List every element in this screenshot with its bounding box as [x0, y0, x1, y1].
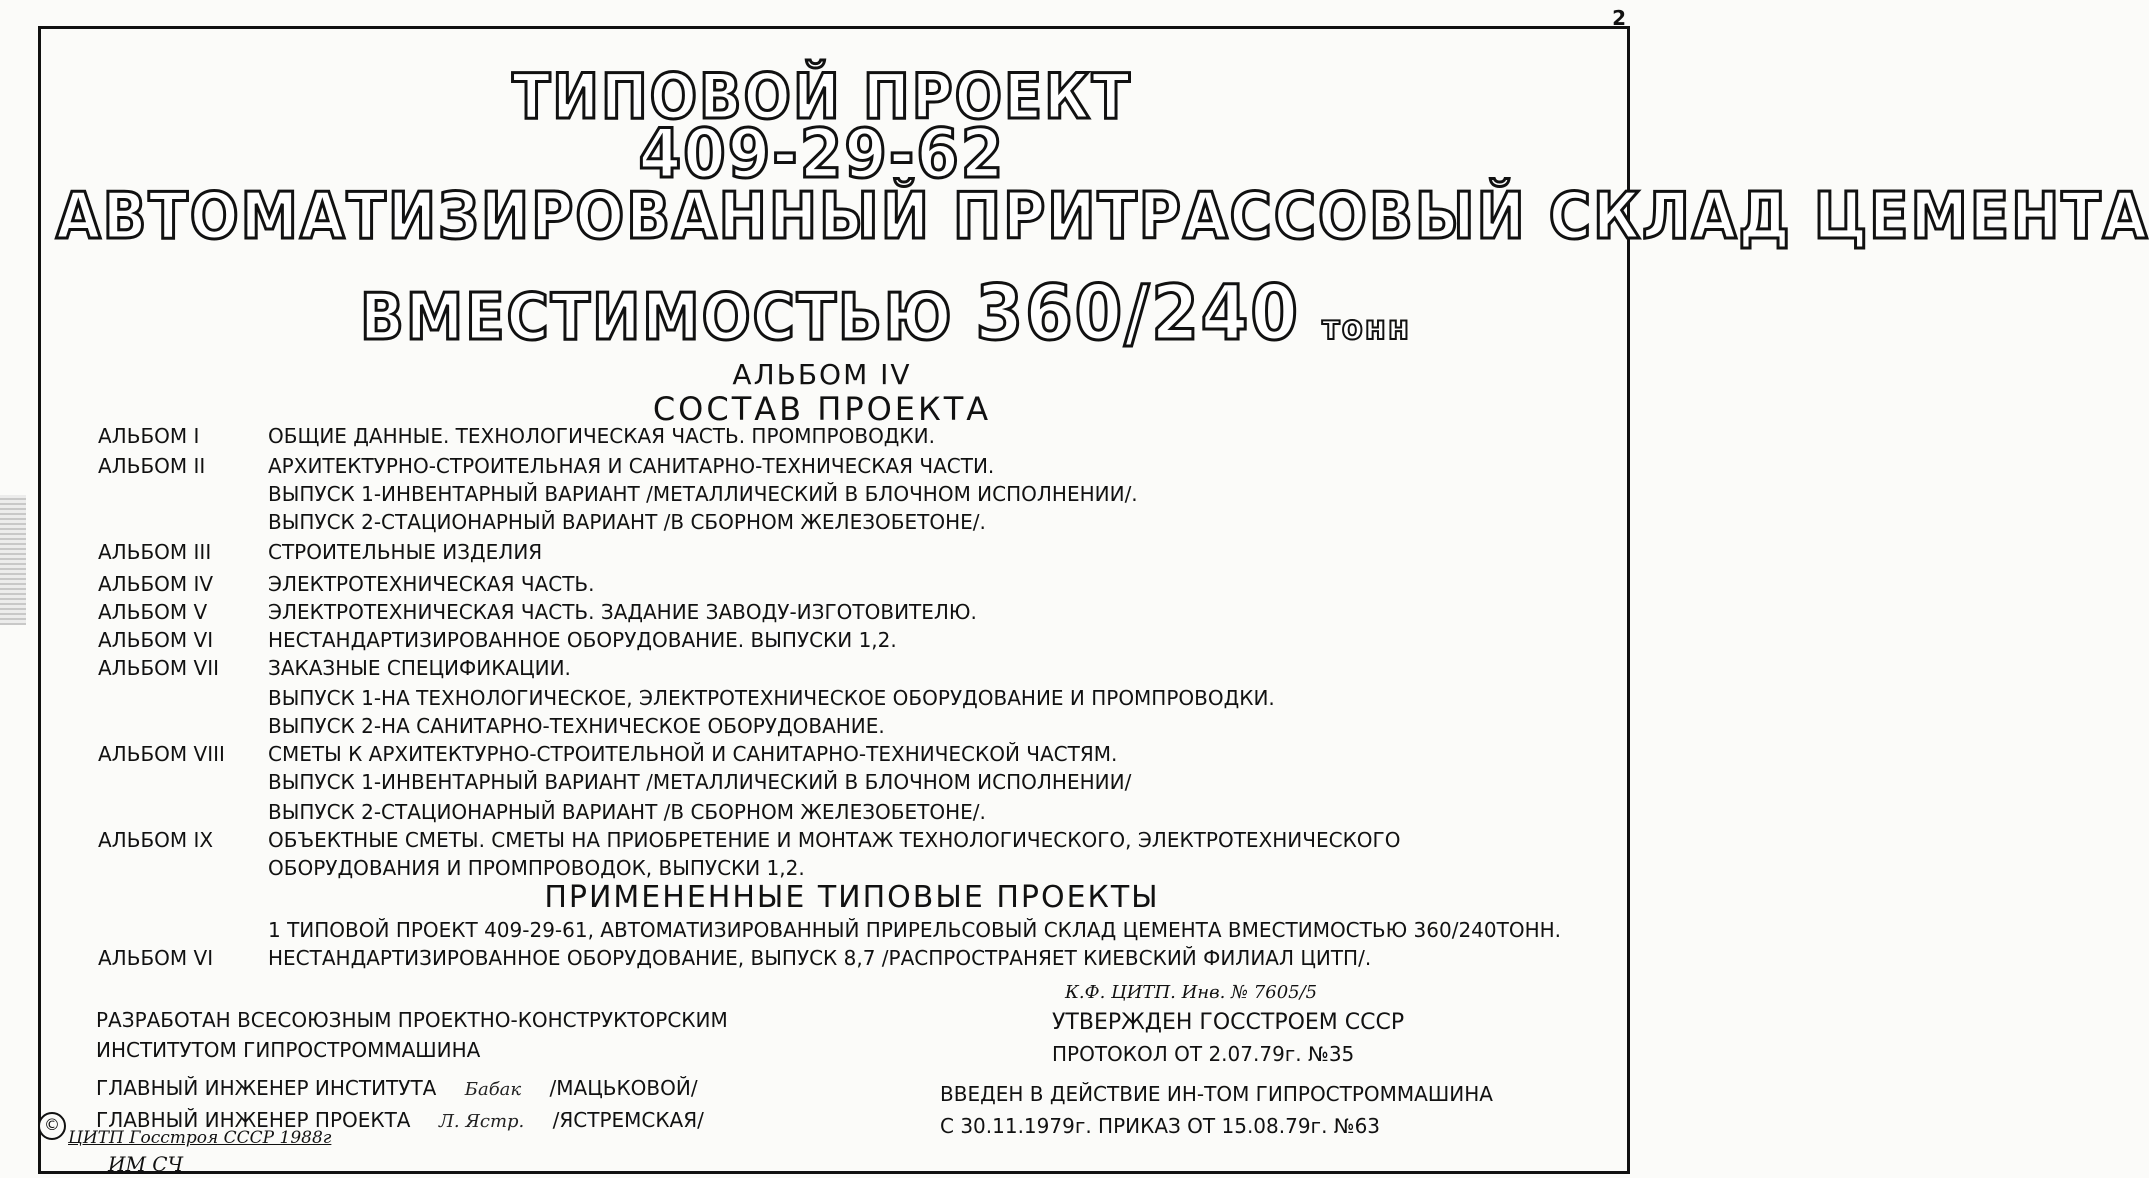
title-line-3: АВТОМАТИЗИРОВАННЫЙ ПРИТРАССОВЫЙ СКЛАД ЦЕМЕНТА — [56, 180, 2149, 254]
list-item — [0, 600, 1644, 630]
list-item — [0, 656, 1644, 686]
album-description: ВЫПУСК 2-СТАЦИОНАРНЫЙ ВАРИАНТ /В СБОРНОМ ЖЕЛЕЗОБЕТОНЕ/. — [268, 510, 986, 534]
approved-line-1: УТВЕРЖДЕН ГОССТРОЕМ СССР — [1052, 1010, 1405, 1035]
list-item — [0, 454, 1644, 484]
album-description: ЭЛЕКТРОТЕХНИЧЕСКАЯ ЧАСТЬ. — [268, 572, 595, 596]
enacted-line-2: С 30.11.1979г. ПРИКАЗ ОТ 15.08.79г. №63 — [940, 1114, 1381, 1138]
album-label: АЛЬБОМ IV — [732, 358, 912, 391]
project-number: 409-29-62 — [638, 115, 1006, 194]
list-item — [0, 510, 1644, 540]
signature-name: /МАЦЬКОВОЙ/ — [549, 1076, 698, 1100]
album-description: ВЫПУСК 2-СТАЦИОНАРНЫЙ ВАРИАНТ /В СБОРНОМ ЖЕЛЕЗОБЕТОНЕ/. — [268, 800, 986, 824]
album-description: ВЫПУСК 1-НА ТЕХНОЛОГИЧЕСКОЕ, ЭЛЕКТРОТЕХНИЧЕСКОЕ ОБОРУДОВАНИЕ И ПРОМПРОВОДКИ. — [268, 686, 1275, 710]
album-number: АЛЬБОМ III — [98, 540, 212, 564]
signature-role: ГЛАВНЫЙ ИНЖЕНЕР ИНСТИТУТА — [96, 1076, 437, 1100]
list-item — [0, 540, 1644, 570]
list-item — [0, 828, 1644, 858]
album-description: ЗАКАЗНЫЕ СПЕЦИФИКАЦИИ. — [268, 656, 571, 680]
list-item — [0, 742, 1644, 772]
list-item — [0, 572, 1644, 602]
list-item — [0, 628, 1644, 658]
album-description: ОБОРУДОВАНИЯ И ПРОМПРОВОДОК, ВЫПУСКИ 1,2. — [268, 856, 805, 880]
album-number: АЛЬБОМ IV — [98, 572, 214, 596]
album-description: СТРОИТЕЛЬНЫЕ ИЗДЕЛИЯ — [268, 540, 543, 564]
list-item — [0, 482, 1644, 512]
album-number: АЛЬБОМ VII — [98, 656, 219, 680]
album-description: 1 ТИПОВОЙ ПРОЕКТ 409-29-61, АВТОМАТИЗИРОВАННЫЙ ПРИРЕЛЬСОВЫЙ СКЛАД ЦЕМЕНТА ВМЕСТИМОСТЬЮ 360/240ТОНН. — [268, 918, 1562, 942]
developer-line-2: ИНСТИТУТОМ ГИПРОСТРОММАШИНА — [96, 1038, 481, 1062]
list-item — [0, 918, 1644, 948]
album-description: ВЫПУСК 2-НА САНИТАРНО-ТЕХНИЧЕСКОЕ ОБОРУДОВАНИЕ. — [268, 714, 885, 738]
album-description: ЭЛЕКТРОТЕХНИЧЕСКАЯ ЧАСТЬ. ЗАДАНИЕ ЗАВОДУ-ИЗГОТОВИТЕЛЮ. — [268, 600, 977, 624]
album-number: АЛЬБОМ I — [98, 424, 200, 448]
signature-row-1 — [96, 1076, 698, 1100]
album-description: АРХИТЕКТУРНО-СТРОИТЕЛЬНАЯ И САНИТАРНО-ТЕХНИЧЕСКАЯ ЧАСТИ. — [268, 454, 995, 478]
album-number: АЛЬБОМ II — [98, 454, 206, 478]
album-number: АЛЬБОМ V — [98, 600, 208, 624]
signature-name: /ЯСТРЕМСКАЯ/ — [552, 1108, 704, 1132]
album-description: ВЫПУСК 1-ИНВЕНТАРНЫЙ ВАРИАНТ /МЕТАЛЛИЧЕСКИЙ В БЛОЧНОМ ИСПОЛНЕНИИ/. — [268, 482, 1138, 506]
album-description: ОБЩИЕ ДАННЫЕ. ТЕХНОЛОГИЧЕСКАЯ ЧАСТЬ. ПРОМПРОВОДКИ. — [268, 424, 935, 448]
album-description: СМЕТЫ К АРХИТЕКТУРНО-СТРОИТЕЛЬНОЙ И САНИТАРНО-ТЕХНИЧЕСКОЙ ЧАСТЯМ. — [268, 742, 1118, 766]
copyright-note: ЦИТП Госстроя СССР 1988г — [68, 1128, 332, 1148]
handwritten-signature: Л. Ястр. — [438, 1111, 525, 1132]
copyright-icon: © — [38, 1112, 66, 1140]
title-line-4 — [360, 268, 1411, 357]
capacity-unit: тонн — [1321, 308, 1411, 348]
signature-role: ГЛАВНЫЙ ИНЖЕНЕР ПРОЕКТА — [96, 1108, 411, 1132]
album-number: АЛЬБОМ VI — [98, 628, 214, 652]
list-item — [0, 800, 1644, 830]
page-number: 2 — [1612, 6, 1626, 30]
list-item — [0, 946, 1644, 976]
developer-line-1: РАЗРАБОТАН ВСЕСОЮЗНЫМ ПРОЕКТНО-КОНСТРУКТОРСКИМ — [96, 1008, 728, 1032]
section-composition: СОСТАВ ПРОЕКТА — [652, 390, 992, 428]
album-number: АЛЬБОМ VIII — [98, 742, 225, 766]
enacted-line-1: ВВЕДЕН В ДЕЙСТВИЕ ИН-ТОМ ГИПРОСТРОММАШИНА — [940, 1082, 1493, 1106]
album-description: ОБЪЕКТНЫЕ СМЕТЫ. СМЕТЫ НА ПРИОБРЕТЕНИЕ И МОНТАЖ ТЕХНОЛОГИЧЕСКОГО, ЭЛЕКТРОТЕХНИЧЕСКОГО — [268, 828, 1401, 852]
inventory-stamp: К.Ф. ЦИТП. Инв. № 7605/5 — [1065, 982, 1318, 1003]
capacity-value: 360/240 — [975, 268, 1300, 357]
album-description: ВЫПУСК 1-ИНВЕНТАРНЫЙ ВАРИАНТ /МЕТАЛЛИЧЕСКИЙ В БЛОЧНОМ ИСПОЛНЕНИИ/ — [268, 770, 1132, 794]
album-number: АЛЬБОМ IX — [98, 828, 214, 852]
list-item — [0, 686, 1644, 716]
title-line-1: ТИПОВОЙ ПРОЕКТ — [512, 60, 1132, 133]
album-description: НЕСТАНДАРТИЗИРОВАННОЕ ОБОРУДОВАНИЕ, ВЫПУСК 8,7 /РАСПРОСТРАНЯЕТ КИЕВСКИЙ ФИЛИАЛ ЦИТП/. — [268, 946, 1372, 970]
capacity-word: ВМЕСТИМОСТЬЮ — [360, 281, 954, 355]
album-description: НЕСТАНДАРТИЗИРОВАННОЕ ОБОРУДОВАНИЕ. ВЫПУСКИ 1,2. — [268, 628, 897, 652]
handwritten-signature: Бабак — [464, 1079, 522, 1100]
margin-note: ИМ СЧ — [108, 1152, 184, 1176]
approved-line-2: ПРОТОКОЛ ОТ 2.07.79г. №35 — [1052, 1042, 1355, 1066]
list-item — [0, 714, 1644, 744]
list-item — [0, 770, 1644, 800]
album-number: АЛЬБОМ VI — [98, 946, 214, 970]
list-item — [0, 424, 1644, 454]
section-applied: ПРИМЕНЕННЫЕ ТИПОВЫЕ ПРОЕКТЫ — [544, 880, 1160, 915]
